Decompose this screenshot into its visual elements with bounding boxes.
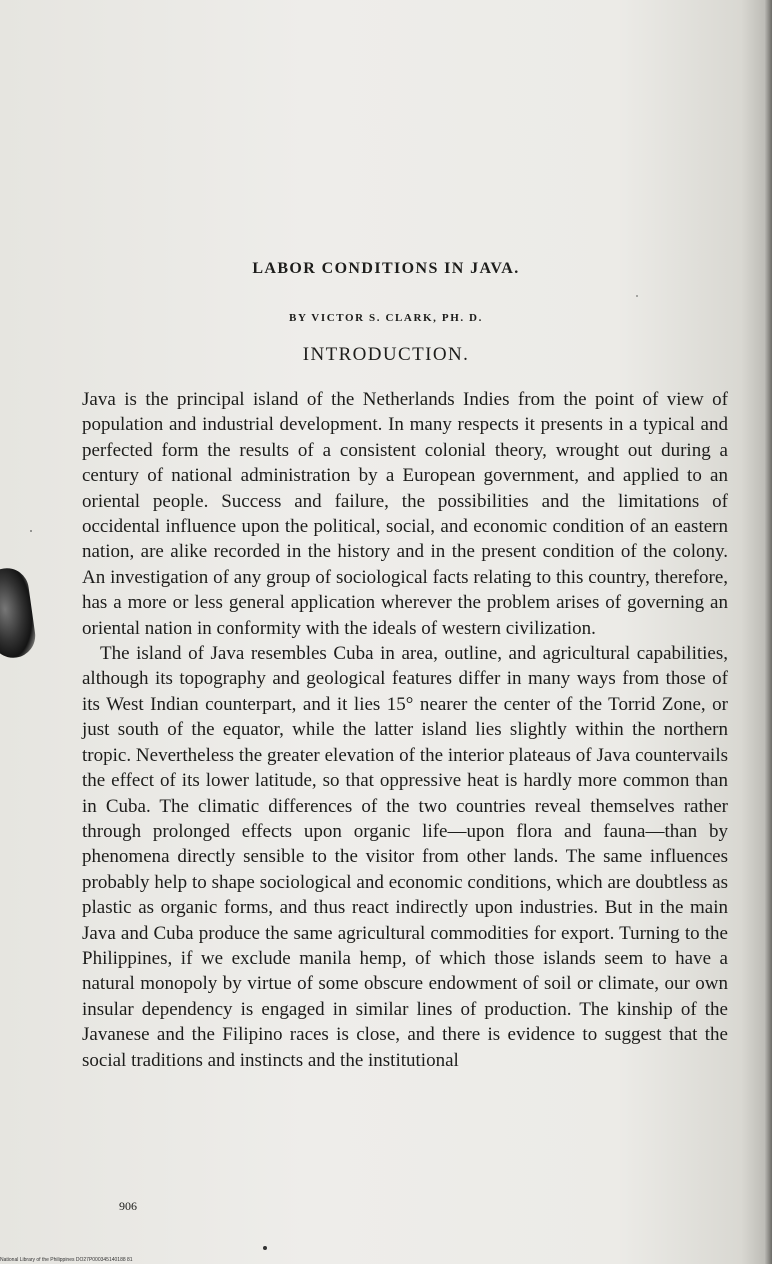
article-body [82, 387, 728, 1073]
paper-speck [263, 1246, 267, 1250]
paragraph: Java is the principal island of the Netherlands Indies from the point of view of population and industrial development. In many respects it presents in a typical and perfected form the results of a consistent colonial theory, wrought out during a century of national administration by a European government, and applied to an oriental people. Success and failure, the possibilities and the limitations of occidental influence upon the political, social, and economic condition of an eastern nation, are alike recorded in the history and in the present condition of the colony. An investigation of any group of sociological facts relating to this country, therefore, has a more or less general application wherever the problem arises of governing an oriental nation in conformity with the ideals of western civilization. [82, 389, 728, 639]
scan-source-label: National Library of the Philippines DO27P000345140188 81 [0, 1257, 133, 1263]
binder-clip-shadow [0, 565, 38, 660]
paragraph: The island of Java resembles Cuba in area, outline, and agricultural capabilities, although its topography and geological features differ in many ways from those of its West Indian counterpart, and it lies 15° nearer the center of the Torrid Zone, or just south of the equator, while the latter island lies slightly within the northern tropic. Nevertheless the greater elevation of the interior plateaus of Java countervails the effect of its lower latitude, so that oppressive heat is hardly more common than in Cuba. The climatic differences of the two countries reveal themselves rather through prolonged effects upon organic life—upon flora and fauna—than by phenomena directly sensible to the visitor from other lands. The same influences probably help to shape sociological and economic conditions, which are doubtless as plastic as organic forms, and thus react indirectly upon industries. But in the main Java and Cuba produce the same agricultural commodities for export. Turning to the Philippines, if we exclude manila hemp, of which those islands seem to have a natural monopoly by virtue of some obscure endowment of soil or climate, our own insular dependency is engaged in similar lines of production. The kinship of the Javanese and the Filipino races is close, and there is evidence to suggest that the social traditions and instincts and the institutional [82, 643, 728, 1071]
author-byline: BY VICTOR S. CLARK, PH. D. [289, 312, 483, 324]
page-number: 906 [119, 1199, 137, 1213]
page-edge-shadow [764, 0, 772, 1264]
paper-speck [30, 530, 32, 532]
article-title: LABOR CONDITIONS IN JAVA. [252, 260, 520, 277]
paper-speck [636, 295, 638, 297]
section-heading: INTRODUCTION. [302, 344, 470, 365]
